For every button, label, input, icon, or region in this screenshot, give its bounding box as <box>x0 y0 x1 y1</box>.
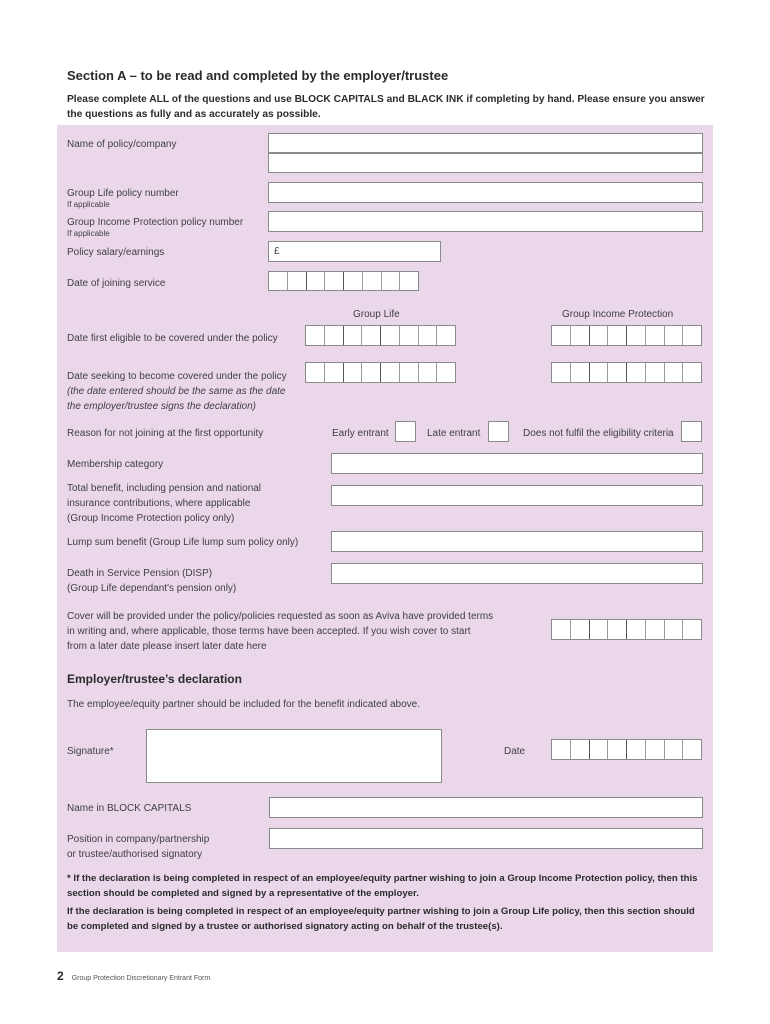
intro-text: Please complete ALL of the questions and use BLOCK CAPITALS and BLACK INK if completing by hand. Please ensure you answer the questions as fully and as accurately as possible. <box>67 94 705 120</box>
early-entrant-label: Early entrant <box>332 428 389 439</box>
group-life-number-input[interactable] <box>268 182 703 203</box>
lump-sum-input[interactable] <box>331 531 703 552</box>
total-benefit-label: Total benefit, including pension and national <box>67 483 262 494</box>
if-applicable-note: If applicable <box>67 200 110 209</box>
seeking-label: Date seeking to become covered under the policy <box>67 371 287 382</box>
total-benefit-label-3: (Group Income Protection policy only) <box>67 513 235 524</box>
seeking-note-1: (the date entered should be the same as the date <box>67 386 286 397</box>
currency-symbol: £ <box>274 246 280 257</box>
name-capitals-label: Name in BLOCK CAPITALS <box>67 803 192 814</box>
disp-label: Death in Service Pension (DISP) <box>67 568 213 579</box>
late-entrant-checkbox[interactable] <box>488 421 509 442</box>
footer <box>57 969 210 983</box>
eligible-label: Date first eligible to be covered under the policy <box>67 333 278 344</box>
group-life-number-label: Group Life policy number <box>67 188 179 199</box>
footer-form-name: Group Protection Discretionary Entrant Form <box>71 975 211 982</box>
date-joining-label: Date of joining service <box>67 278 166 289</box>
seeking-date-gip[interactable] <box>551 362 702 383</box>
not-fulfil-label: Does not fulfil the eligibility criteria <box>523 428 674 439</box>
declaration-heading: Employer/trustee’s declaration <box>67 672 242 686</box>
cover-text-2: in writing and, where applicable, those terms have been accepted. If you wish cover to start <box>67 626 471 637</box>
page-number: 2 <box>57 969 64 983</box>
late-entrant-label: Late entrant <box>427 428 481 439</box>
total-benefit-label-2: insurance contributions, where applicable <box>67 498 251 509</box>
column-group-life: Group Life <box>353 309 400 320</box>
date-joining-input[interactable] <box>268 271 419 291</box>
membership-label: Membership category <box>67 459 164 470</box>
membership-input[interactable] <box>331 453 703 474</box>
section-title: Section A – to be read and completed by the employer/trustee <box>67 68 449 83</box>
cover-text-1: Cover will be provided under the policy/policies requested as soon as Aviva have provided terms <box>67 611 494 622</box>
cover-later-date[interactable] <box>551 619 702 640</box>
note-gip: * If the declaration is being completed in respect of an employee/equity partner wishing to join a Group Income Protection policy, then this section should be completed and signed by a representative of the employer. <box>67 873 698 899</box>
cover-text-3: from a later date please insert later date here <box>67 641 267 652</box>
gip-number-label: Group Income Protection policy number <box>67 217 244 228</box>
disp-label-2: (Group Life dependant's pension only) <box>67 583 237 594</box>
eligible-date-group-life[interactable] <box>305 325 456 346</box>
if-applicable-note: If applicable <box>67 229 110 238</box>
policy-name-input-2[interactable] <box>268 153 703 173</box>
name-capitals-input[interactable] <box>269 797 703 818</box>
reason-label: Reason for not joining at the first opportunity <box>67 428 264 439</box>
policy-name-label: Name of policy/company <box>67 139 177 150</box>
position-label-2: or trustee/authorised signatory <box>67 849 203 860</box>
signature-label: Signature* <box>67 746 114 757</box>
total-benefit-input[interactable] <box>331 485 703 506</box>
eligible-date-gip[interactable] <box>551 325 702 346</box>
seeking-note-2: the employer/trustee signs the declaration) <box>67 401 256 412</box>
policy-name-input-1[interactable] <box>268 133 703 153</box>
gip-number-input[interactable] <box>268 211 703 232</box>
position-label: Position in company/partnership <box>67 834 210 845</box>
disp-input[interactable] <box>331 563 703 584</box>
position-input[interactable] <box>269 828 703 849</box>
not-fulfil-checkbox[interactable] <box>681 421 702 442</box>
note-group-life: If the declaration is being completed in respect of an employee/equity partner wishing to join a Group Life policy, then this section should be completed and signed by a trustee or authorised signatory acting on behalf of the trustee(s). <box>67 906 695 932</box>
early-entrant-checkbox[interactable] <box>395 421 416 442</box>
declaration-text: The employee/equity partner should be included for the benefit indicated above. <box>67 699 421 710</box>
column-gip: Group Income Protection <box>562 309 674 320</box>
salary-input[interactable] <box>268 241 441 262</box>
signature-box[interactable] <box>146 729 442 783</box>
declaration-date-input[interactable] <box>551 739 702 760</box>
salary-label: Policy salary/earnings <box>67 247 165 258</box>
seeking-date-group-life[interactable] <box>305 362 456 383</box>
lump-sum-label: Lump sum benefit (Group Life lump sum policy only) <box>67 537 299 548</box>
declaration-date-label: Date <box>504 746 526 757</box>
